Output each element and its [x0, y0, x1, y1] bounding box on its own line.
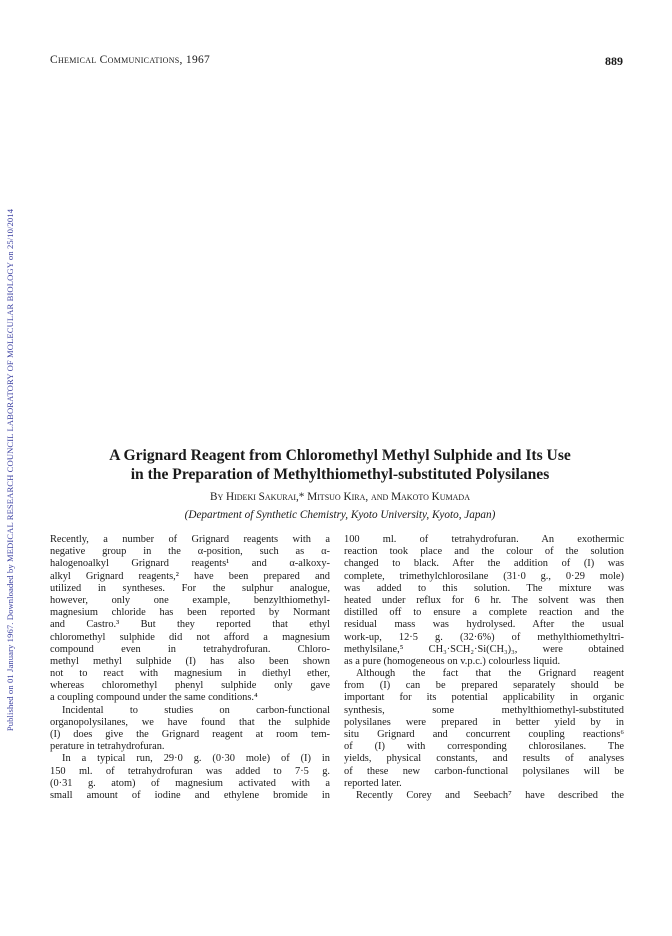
- text-line: methyl methyl sulphide (I) has also been shown: [50, 655, 330, 667]
- author-byline: By Hideki Sakurai,* Mitsuo Kira, and Makoto Kumada: [210, 491, 470, 503]
- body-column-right: [344, 534, 624, 802]
- text-line: important for its potential applicability in organic: [344, 692, 624, 704]
- text-line: utilized in syntheses. For the sulphur analogue,: [50, 582, 330, 594]
- text-line: situ Grignard and concurrent coupling reactions⁶: [344, 729, 624, 740]
- text-line: Incidental to studies on carbon-functional: [62, 704, 330, 716]
- text-line: Recently, a number of Grignard reagents with a: [50, 534, 330, 545]
- text-line: (0·31 g. atom) of magnesium activated with a: [50, 777, 330, 789]
- text-line: was added to this solution. The mixture was: [344, 582, 624, 594]
- page-number: 889: [605, 54, 623, 68]
- text-line: changed to black. After the addition of (I) was: [344, 558, 624, 570]
- title-line-2: in the Preparation of Methylthiomethyl-substituted Polysilanes: [130, 466, 550, 483]
- text-line: reaction took place and the colour of the solution: [344, 546, 624, 558]
- text-line: however, only one example, benzylthiomethyl-: [50, 594, 330, 606]
- body-column-left: [50, 534, 330, 802]
- text-line: In a typical run, 29·0 g. (0·30 mole) of (I) in: [62, 753, 330, 765]
- text-line: and Castro.³ But they reported that ethyl: [50, 619, 330, 631]
- text-line: perature in tetrahydrofuran.: [50, 741, 165, 753]
- text-line: 150 ml. of tetrahydrofuran was added to 7·5 g.: [50, 765, 330, 777]
- text-line: 100 ml. of tetrahydrofuran. An exothermic: [344, 534, 624, 545]
- text-line: methylsilane,⁵ CH₃·SCH₂·Si(CH₃)₃, were obtained: [344, 643, 624, 655]
- text-line: yields, physical constants, and results of analyses: [344, 753, 624, 765]
- text-line: alkyl Grignard reagents,² have been prepared and: [50, 570, 330, 582]
- text-line: work-up, 12·5 g. (32·6%) of methylthiomethyltri-: [344, 631, 624, 643]
- text-line: negative group in the α-position, such as α-: [50, 546, 330, 558]
- text-line: heated under reflux for 6 hr. The solvent was then: [344, 594, 624, 606]
- download-sidebar: [0, 0, 18, 936]
- text-line: not to react with magnesium in diethyl ether,: [50, 668, 330, 680]
- text-line: Although the fact that the Grignard reagent: [356, 668, 624, 680]
- text-line: as a pure (homogeneous on v.p.c.) colourless liquid.: [344, 655, 561, 667]
- text-line: organopolysilanes, we have found that the sulphide: [50, 716, 330, 728]
- text-line: chloromethyl sulphide did not afford a magnesium: [50, 631, 330, 643]
- text-line: reported later.: [344, 777, 402, 789]
- title-line-1: A Grignard Reagent from Chloromethyl Methyl Sulphide and Its Use: [109, 447, 571, 464]
- author-affiliation: (Department of Synthetic Chemistry, Kyoto University, Kyoto, Japan): [184, 509, 496, 521]
- text-line: synthesis, some methylthiomethyl-substituted: [344, 704, 624, 716]
- text-line: of (I) with corresponding chlorosilanes. The: [344, 741, 624, 753]
- text-line: residual mass was hydrolysed. After the usual: [344, 619, 624, 631]
- text-line: of these new carbon-functional polysilanes will be: [344, 765, 624, 777]
- text-line: small amount of iodine and ethylene bromide in: [50, 789, 330, 801]
- text-line: compound even in tetrahydrofuran. Chloro-: [50, 643, 330, 655]
- text-line: polysilanes were prepared in better yield by in: [344, 716, 624, 728]
- article-title: [40, 446, 640, 484]
- running-head-journal: Chemical Communications, 1967: [50, 54, 211, 66]
- text-line: whereas chloromethyl phenyl sulphide only gave: [50, 680, 330, 692]
- text-line: distilled off to ensure a complete reaction and the: [344, 607, 624, 619]
- text-line: Recently Corey and Seebach⁷ have described the: [356, 789, 624, 801]
- text-line: a coupling compound under the same conditions.⁴: [50, 692, 258, 704]
- text-line: magnesium chloride has been reported by Normant: [50, 607, 330, 619]
- text-line: from (I) can be prepared separately should be: [344, 680, 624, 692]
- text-line: complete, trimethylchlorosilane (31·0 g., 0·29 mole): [344, 570, 624, 582]
- text-line: halogenoalkyl Grignard reagents¹ and α-alkoxy-: [50, 558, 330, 570]
- publication-download-note: Published on 01 January 1967. Downloaded by MEDICAL RESEARCH COUNCIL LABORATORY OF MOLECULAR BIOLOGY on 25/10/2014: [5, 208, 15, 732]
- text-line: (I) does give the Grignard reagent at room tem-: [50, 729, 330, 740]
